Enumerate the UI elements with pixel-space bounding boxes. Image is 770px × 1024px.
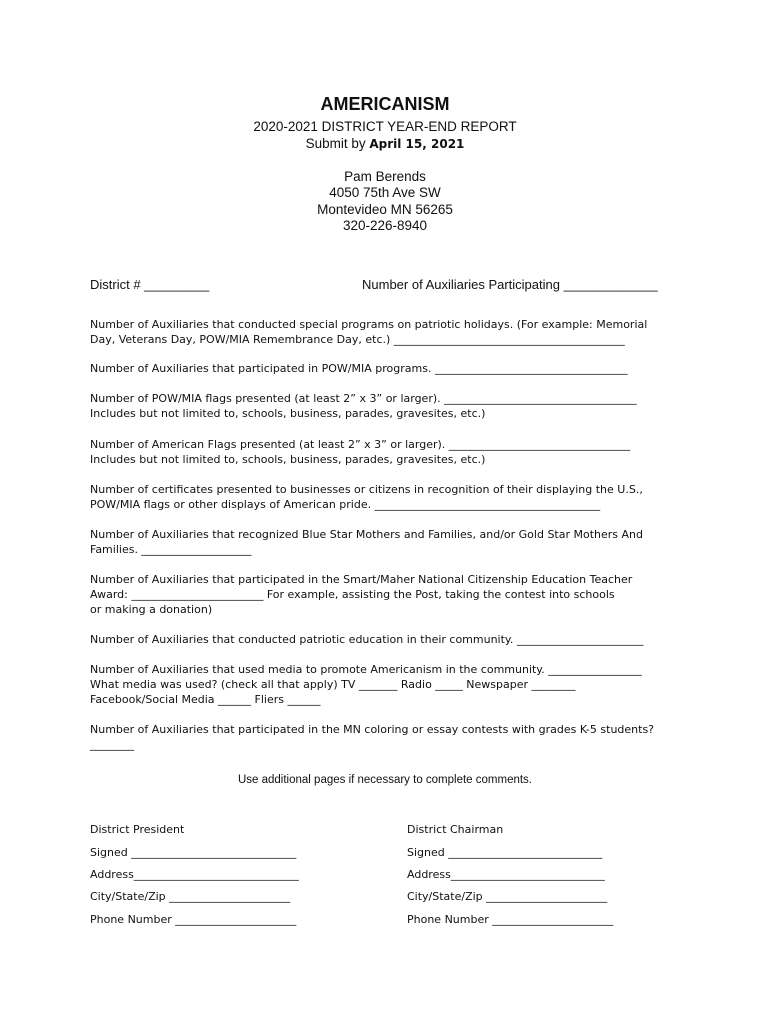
q7-line2[interactable]: Award: ________________________ For example, assisting the Post, taking the contest into schools <box>90 588 615 601</box>
q6-line1: Number of Auxiliaries that recognized Blue Star Mothers and Families, and/or Gold Star Mothers And <box>90 528 644 541</box>
chairman-city-field[interactable]: City/State/Zip ______________________ <box>407 890 608 903</box>
chairman-address-field[interactable]: Address____________________________ <box>407 868 605 881</box>
district-number-field[interactable]: District # _________ <box>90 277 210 292</box>
chairman-signed-field[interactable]: Signed ____________________________ <box>407 846 603 859</box>
president-city-field[interactable]: City/State/Zip ______________________ <box>90 890 291 903</box>
report-subtitle: 2020-2021 DISTRICT YEAR-END REPORT <box>253 119 517 134</box>
president-signed-field[interactable]: Signed ______________________________ <box>90 846 297 859</box>
submit-prefix: Submit by <box>305 136 370 151</box>
president-address-field[interactable]: Address______________________________ <box>90 868 299 881</box>
q10-line2[interactable]: ________ <box>90 738 134 751</box>
contact-phone: 320-226-8940 <box>342 218 428 233</box>
q5-line1: Number of certificates presented to businesses or citizens in recognition of their displaying the U.S., <box>90 483 643 496</box>
submit-deadline <box>0 136 770 151</box>
submit-date: April 15, 2021 <box>369 137 465 151</box>
president-phone-field[interactable]: Phone Number ______________________ <box>90 913 297 926</box>
contact-street: 4050 75th Ave SW <box>329 185 441 200</box>
page-title: AMERICANISM <box>320 94 450 114</box>
chairman-phone-field[interactable]: Phone Number ______________________ <box>407 913 614 926</box>
q4-line2: Includes but not limited to, schools, business, parades, gravesites, etc.) <box>90 453 486 466</box>
q9-line3[interactable]: Facebook/Social Media ______ Fliers ______ <box>90 693 321 706</box>
q7-line3: or making a donation) <box>90 603 213 616</box>
q3-line1[interactable]: Number of POW/MIA flags presented (at least 2” x 3” or larger). ___________________________________ <box>90 392 637 405</box>
q10-line1: Number of Auxiliaries that participated in the MN coloring or essay contests with grades K-5 students? <box>90 723 655 736</box>
q6-line2[interactable]: Families. ____________________ <box>90 543 252 556</box>
q7-line1: Number of Auxiliaries that participated in the Smart/Maher National Citizenship Education Teacher <box>90 573 633 586</box>
auxiliaries-participating-field[interactable]: Number of Auxiliaries Participating _____________ <box>362 277 658 292</box>
q2[interactable]: Number of Auxiliaries that participated in POW/MIA programs. ___________________________________ <box>90 362 628 375</box>
q5-line2[interactable]: POW/MIA flags or other displays of American pride. _________________________________________ <box>90 498 601 511</box>
chairman-heading: District Chairman <box>407 823 504 836</box>
q1-line2[interactable]: Day, Veterans Day, POW/MIA Remembrance Day, etc.) __________________________________________ <box>90 333 625 346</box>
q3-line2: Includes but not limited to, schools, business, parades, gravesites, etc.) <box>90 407 486 420</box>
contact-city: Montevideo MN 56265 <box>317 202 453 217</box>
contact-name: Pam Berends <box>344 169 426 184</box>
additional-pages-note: Use additional pages if necessary to complete comments. <box>237 774 533 786</box>
q9-line1[interactable]: Number of Auxiliaries that used media to promote Americanism in the community. _________________ <box>90 663 642 676</box>
q4-line1[interactable]: Number of American Flags presented (at least 2” x 3” or larger). _________________________________ <box>90 438 631 451</box>
q8[interactable]: Number of Auxiliaries that conducted patriotic education in their community. _______________________ <box>90 633 644 646</box>
president-heading: District President <box>90 823 185 836</box>
q1-line1: Number of Auxiliaries that conducted special programs on patriotic holidays. (For example: Memorial <box>90 318 648 331</box>
q9-media-options[interactable]: What media was used? (check all that apply) TV _______ Radio _____ Newspaper ________ <box>90 678 576 691</box>
